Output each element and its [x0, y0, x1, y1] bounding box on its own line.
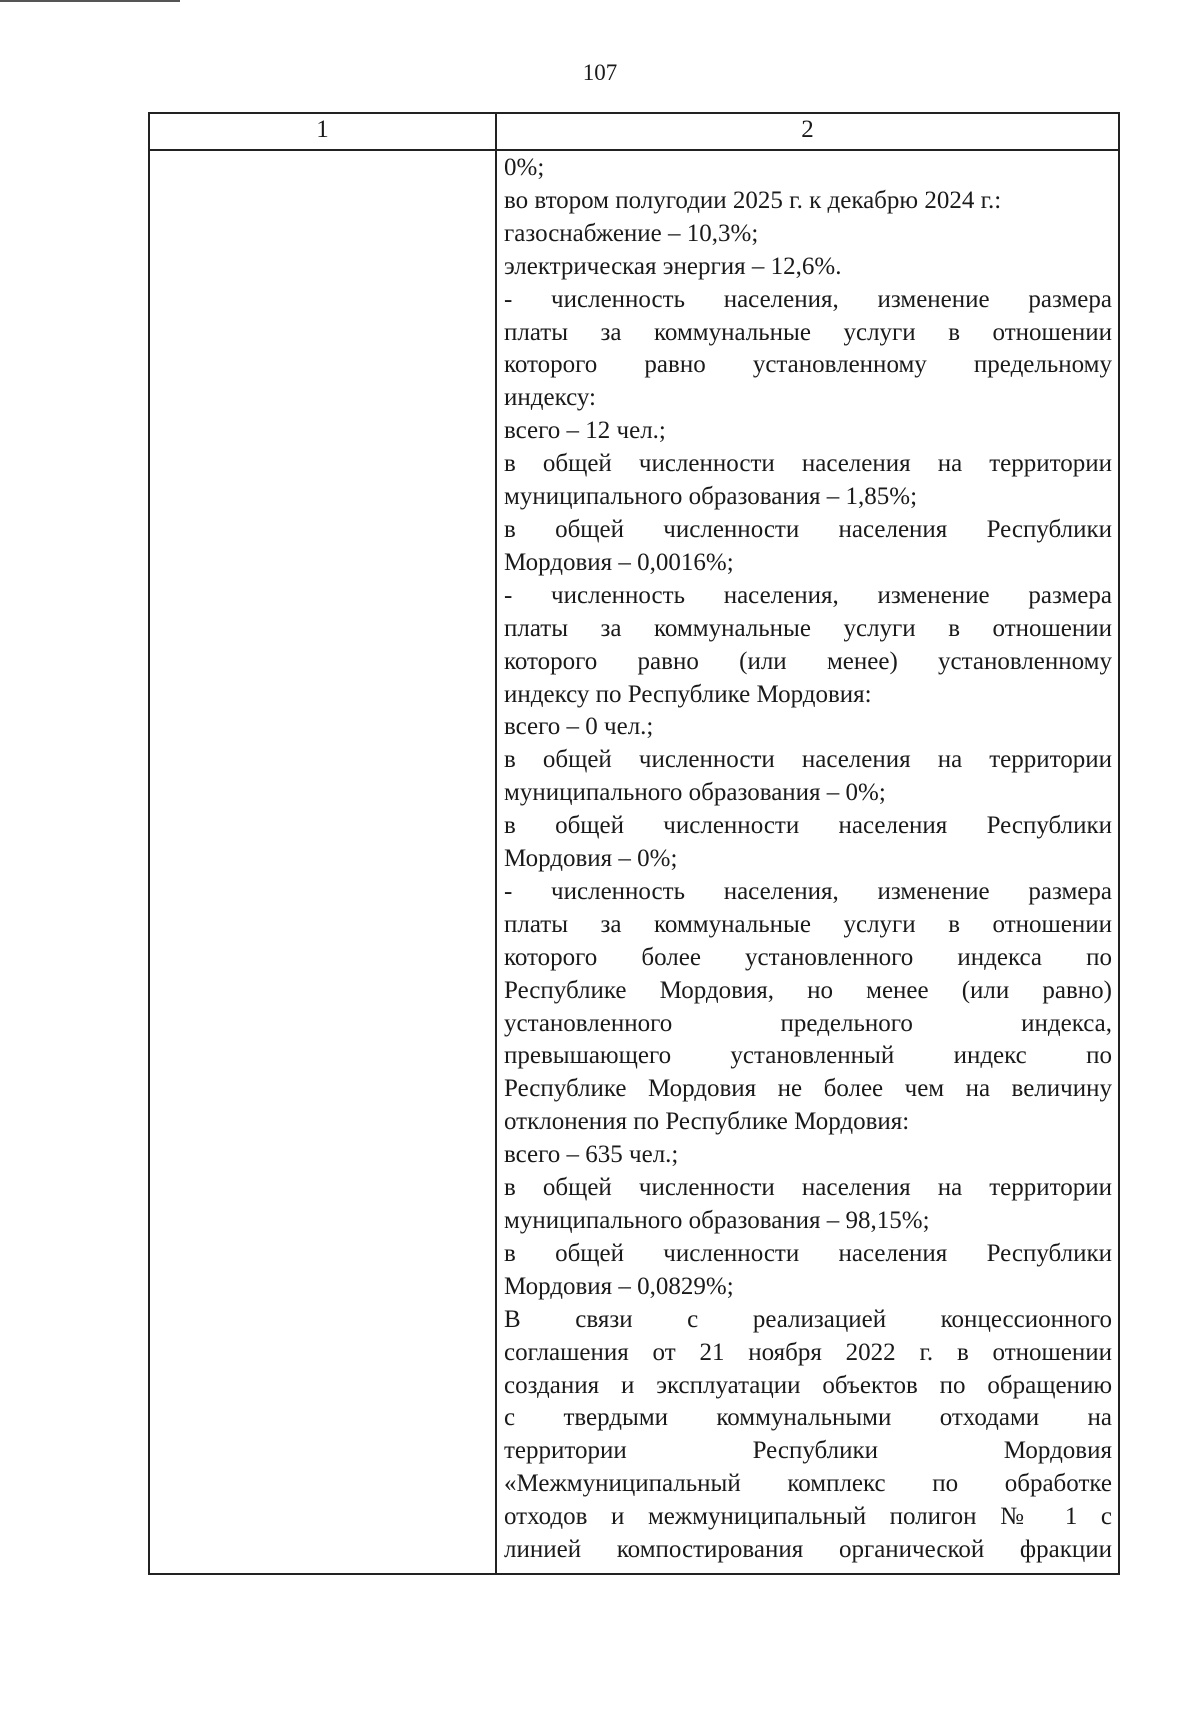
text-line: индексу по Республике Мордовия:: [504, 680, 872, 708]
text-line: в общей численности населения Республики: [504, 515, 1112, 543]
column-divider: [495, 114, 497, 1573]
text-line: превышающего установленный индекс по: [504, 1042, 1112, 1070]
text-line: всего – 635 чел.;: [504, 1141, 679, 1169]
text-line: индексу:: [504, 384, 596, 412]
text-line: соглашения от 21 ноября 2022 г. в отношении: [504, 1338, 1112, 1366]
text-line: в общей численности населения на территории: [504, 1174, 1112, 1202]
text-line: «Межмуниципальный комплекс по обработке: [504, 1470, 1112, 1498]
text-line: отходов и межмуниципальный полигон № 1 с: [504, 1503, 1112, 1531]
text-line: - численность населения, изменение размера: [504, 581, 1112, 609]
text-line: Мордовия – 0,0829%;: [504, 1272, 734, 1300]
text-line: платы за коммунальные услуги в отношении: [504, 614, 1112, 642]
text-line: 0%;: [504, 154, 545, 181]
document-table: [148, 112, 1120, 1575]
text-line: Республике Мордовия не более чем на величину: [504, 1075, 1112, 1103]
text-line: платы за коммунальные услуги в отношении: [504, 910, 1112, 938]
text-line: всего – 0 чел.;: [504, 713, 654, 741]
text-line: платы за коммунальные услуги в отношении: [504, 318, 1112, 346]
table-cell-column-2: [504, 152, 1112, 1567]
text-line: отклонения по Республике Мордовия:: [504, 1108, 910, 1136]
text-line: муниципального образования – 0%;: [504, 779, 886, 807]
text-line: всего – 12 чел.;: [504, 417, 666, 445]
text-line: создания и эксплуатации объектов по обращению: [504, 1371, 1112, 1399]
text-line: - численность населения, изменение размера: [504, 285, 1112, 313]
text-line: муниципального образования – 98,15%;: [504, 1207, 930, 1234]
text-line: газоснабжение – 10,3%;: [504, 219, 759, 247]
text-line: которого более установленного индекса по: [504, 943, 1112, 971]
text-line: которого равно установленному предельному: [504, 351, 1112, 379]
text-line: во втором полугодии 2025 г. к декабрю 2024 г.:: [504, 186, 1002, 214]
table-cell-column-1: [150, 151, 495, 1573]
text-line: электрическая энергия – 12,6%.: [504, 252, 842, 280]
text-line: установленного предельного индекса,: [504, 1009, 1112, 1037]
text-line: Мордовия – 0%;: [504, 845, 678, 873]
text-line: в общей численности населения на территории: [504, 746, 1112, 774]
text-line: линией компостирования органической фракции: [504, 1536, 1112, 1564]
text-line: с твердыми коммунальными отходами на: [504, 1404, 1112, 1432]
text-line: Республике Мордовия, но менее (или равно): [504, 976, 1112, 1004]
text-line: - численность населения, изменение размера: [504, 877, 1112, 905]
text-line: в общей численности населения Республики: [504, 1239, 1112, 1267]
text-line: в общей численности населения Республики: [504, 812, 1112, 840]
text-line: муниципального образования – 1,85%;: [504, 483, 918, 511]
text-line: Мордовия – 0,0016%;: [504, 548, 734, 576]
scan-edge-mark: [0, 0, 180, 12]
text-line: территории Республики Мордовия: [504, 1437, 1112, 1465]
table-header-column-2: 2: [801, 116, 814, 143]
text-line: в общей численности населения на территории: [504, 450, 1112, 478]
table-header-column-1: 1: [316, 116, 329, 143]
page-number: 107: [582, 60, 618, 85]
table-header-row: [150, 114, 1118, 151]
text-line: В связи с реализацией концессионного: [504, 1305, 1112, 1333]
text-line: которого равно (или менее) установленному: [504, 647, 1112, 675]
